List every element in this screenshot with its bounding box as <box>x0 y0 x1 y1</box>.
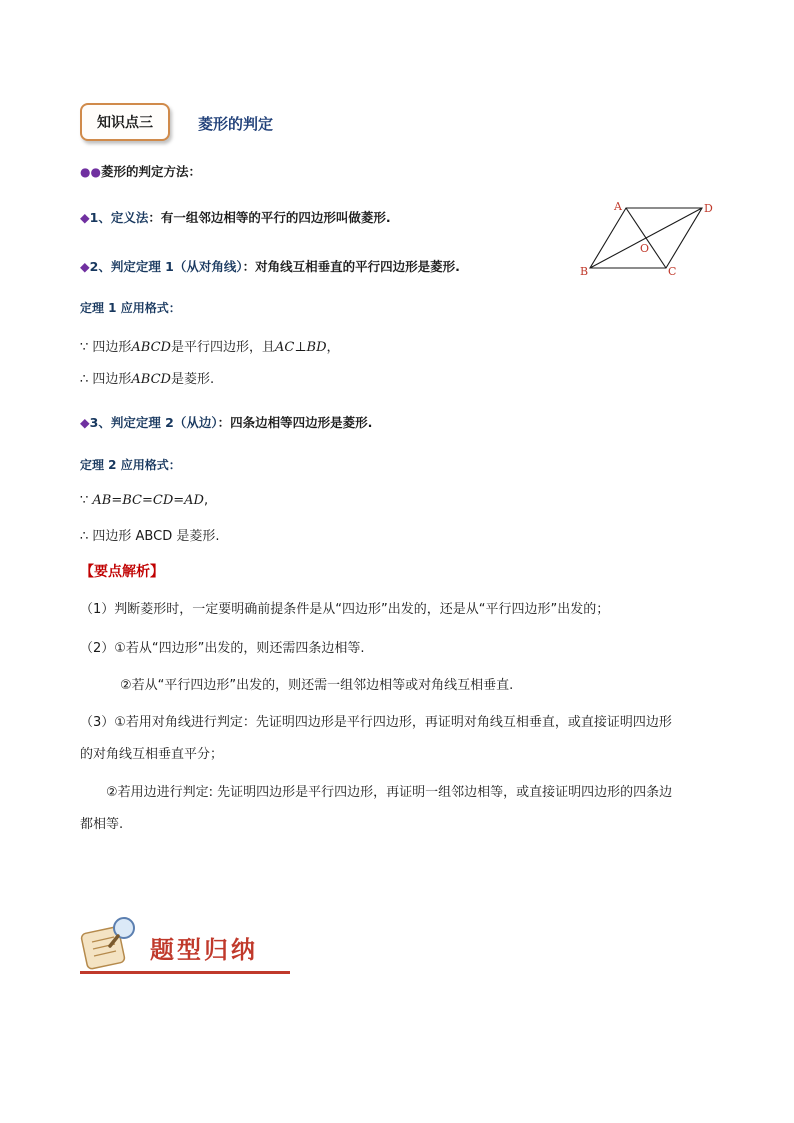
text: ∴ 四边形 <box>80 372 132 387</box>
method-text: ：对角线互相垂直的平行四边形是菱形. <box>242 259 460 274</box>
diamond-bullet-icon: ◆ <box>80 415 90 430</box>
method-text: ：四条边相等四边形是菱形. <box>217 415 373 430</box>
text: ∵ 四边形 <box>80 340 132 355</box>
center-label-o: O <box>640 242 650 255</box>
math-text: ABCD <box>131 372 171 387</box>
method-label: 1、定义法 <box>89 210 149 225</box>
section-title: 菱形的判定 <box>198 115 274 133</box>
analysis-p4a: ②若用边进行判定: 先证明四边形是平行四边形，再证明一组邻边相等，或直接证明四边形的四条边 <box>106 785 673 800</box>
rhombus-diagram <box>576 196 726 282</box>
diagonal-bd <box>590 208 702 268</box>
vertex-label-a: A <box>614 200 622 213</box>
method-label: 2、判定定理 1（从对角线） <box>89 259 243 274</box>
analysis-title: 【要点解析】 <box>80 564 164 580</box>
theorem1-format-title: 定理 1 应用格式： <box>80 301 181 315</box>
theorem2-line2: ∴ 四边形 ABCD 是菱形. <box>80 529 220 544</box>
analysis-p3b: 的对角线互相垂直平分； <box>80 747 224 762</box>
math-text: ABCD <box>131 340 171 355</box>
section-badge: 知识点三 <box>80 103 170 141</box>
text: , <box>203 493 209 508</box>
methods-heading <box>80 162 201 180</box>
theorem1-line2 <box>80 368 214 387</box>
method-item-sides <box>80 413 372 431</box>
banner-title: 题型归纳 <box>150 935 258 964</box>
method-text: ：有一组邻边相等的平行的四边形叫做菱形. <box>148 210 391 225</box>
math-text: AC⊥BD <box>274 340 327 355</box>
methods-heading-text: 菱形的判定方法： <box>100 164 201 179</box>
analysis-p2a: （2）①若从“四边形”出发的，则还需四条边相等. <box>80 641 365 656</box>
text: ， <box>326 340 340 355</box>
text: 是菱形. <box>170 372 215 387</box>
math-text: AB=BC=CD=AD <box>92 493 204 508</box>
vertex-label-c: C <box>668 265 677 278</box>
vertex-label-b: B <box>580 265 589 278</box>
analysis-p2b: ②若从“平行四边形”出发的，则还需一组邻边相等或对角线互相垂直. <box>120 678 514 693</box>
notebook-magnifier-icon <box>81 918 134 970</box>
bullet-dots: ●● <box>80 165 101 179</box>
method-item-diagonal <box>80 257 460 275</box>
theorem2-format-title: 定理 2 应用格式： <box>80 458 181 472</box>
banner-underline <box>80 971 290 974</box>
text: ∵ <box>80 493 93 508</box>
method-label: 3、判定定理 2（从边） <box>89 415 218 430</box>
theorem2-line1 <box>80 493 208 508</box>
analysis-p4b: 都相等. <box>80 817 124 832</box>
diamond-bullet-icon: ◆ <box>80 259 90 274</box>
diamond-bullet-icon: ◆ <box>80 210 90 225</box>
analysis-p3a: （3）①若用对角线进行判定：先证明四边形是平行四边形，再证明对角线互相垂直，或直接证明四边形 <box>80 715 672 730</box>
method-item-definition <box>80 208 391 226</box>
theorem1-line1 <box>80 336 340 355</box>
vertex-label-d: D <box>704 202 713 215</box>
text: 是平行四边形，且 <box>170 340 275 355</box>
question-types-banner <box>80 912 294 980</box>
analysis-p1: （1）判断菱形时，一定要明确前提条件是从“四边形”出发的，还是从“平行四边形”出发的； <box>80 602 610 617</box>
